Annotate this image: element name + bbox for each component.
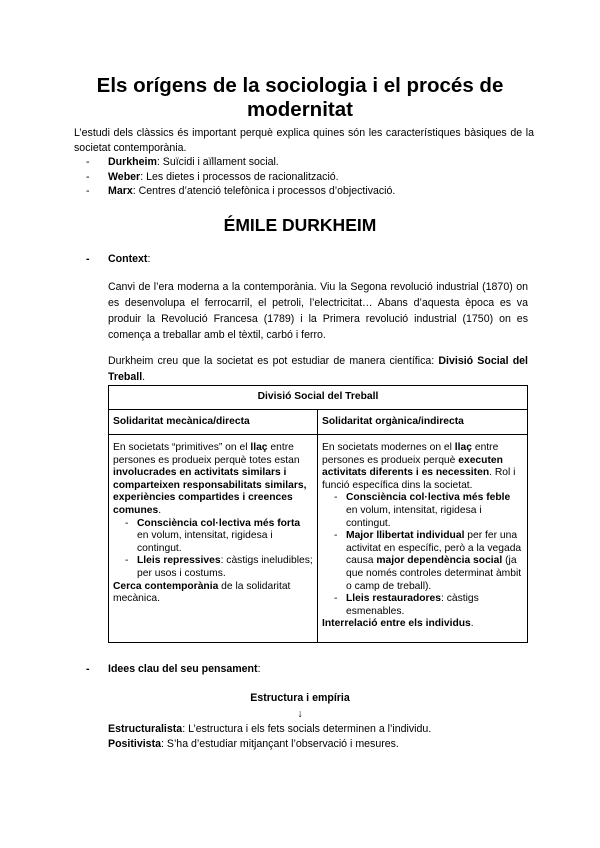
list-item: - Consciència col·lectiva més forta en volum, intensitat, rigidesa i contingut. bbox=[125, 517, 301, 554]
list-item: - Major llibertat individual per fer una activitat en específic, però a la vegada causa major dependència social (ja que només controles determinat àmbit o camp de treball). bbox=[334, 530, 522, 592]
page-title: Els orígens de la sociologia i el procés de modernitat bbox=[96, 74, 504, 121]
table-caption: Divisió Social del Treball bbox=[109, 386, 528, 410]
column-header-right: Solidaritat orgànica/indirecta bbox=[318, 410, 528, 435]
context-heading: - Context: bbox=[86, 253, 151, 265]
structure-title: Estructura i empíria bbox=[250, 692, 350, 704]
list-item: - Lleis restauradores: càstigs esmenables. bbox=[334, 593, 479, 617]
section-title: ÉMILE DURKHEIM bbox=[223, 215, 377, 235]
mechanical-cell bbox=[109, 435, 318, 643]
list-item: - Marx: Centres d’atenció telefònica i processos d’objectivació. bbox=[86, 185, 396, 197]
list-item: - Lleis repressives: càstigs ineludibles; per usos i costums. bbox=[125, 555, 313, 579]
list-item: - Consciència col·lectiva més feble en volum, intensitat, rigidesa i contingut. bbox=[334, 492, 511, 529]
list-item: - Weber: Les dietes i processos de racionalització. bbox=[86, 170, 339, 183]
ideas-heading: - Idees clau del seu pensament: bbox=[86, 663, 261, 675]
authors-list bbox=[86, 155, 395, 199]
mechanical-conclusion: Cerca contemporània de la solidaritat mecànica. bbox=[113, 580, 291, 605]
down-arrow-icon: ↓ bbox=[297, 708, 303, 720]
division-table bbox=[108, 385, 528, 643]
organic-description: En societats modernes on el llaç entre persones es produeix perquè executen activitats diferents i es necessiten. Rol i funció específica dins la societat. bbox=[322, 442, 516, 491]
context-paragraph: Canvi de l’era moderna a la contemporània. Viu la Segona revolució industrial (1870) on es desenvolupa el ferrocarril, el petroli, l’electricitat… Abans d’aquesta època es va produir la Revolució Francesa (1789) i la Primera revolució industrial (1750) on es comença a treballar amb el tèxtil, carbó i ferro. bbox=[108, 281, 528, 341]
organic-points bbox=[322, 492, 523, 618]
definition-structuralist: Estructuralista: L’estructura i els fets socials determinen a l’individu. bbox=[108, 723, 432, 735]
list-item: - Durkheim: Suïcidi i aïllament social. bbox=[86, 156, 279, 168]
scientific-paragraph: Durkheim creu que la societat es pot estudiar de manera científica: Divisió Social del Treball. bbox=[108, 355, 528, 383]
organic-cell bbox=[318, 435, 528, 643]
organic-conclusion: Interrelació entre els individus. bbox=[322, 618, 474, 630]
mechanical-points bbox=[113, 518, 313, 581]
intro-paragraph: L’estudi dels clàssics és important perquè explica quines són les característiques bàsiques de la societat contemporània. bbox=[74, 127, 534, 154]
definition-positivist: Positivista: S’ha d’estudiar mitjançant l’observació i mesures. bbox=[108, 738, 399, 750]
definitions bbox=[108, 722, 431, 752]
mechanical-description: En societats “primitives” on el llaç entre persones es produeix perquè totes estan involucrades en activitats similars i comparteixen responsabilitats similars, experiències compartides i creences comunes. bbox=[113, 442, 307, 516]
column-header-left: Solidaritat mecànica/directa bbox=[109, 410, 318, 435]
